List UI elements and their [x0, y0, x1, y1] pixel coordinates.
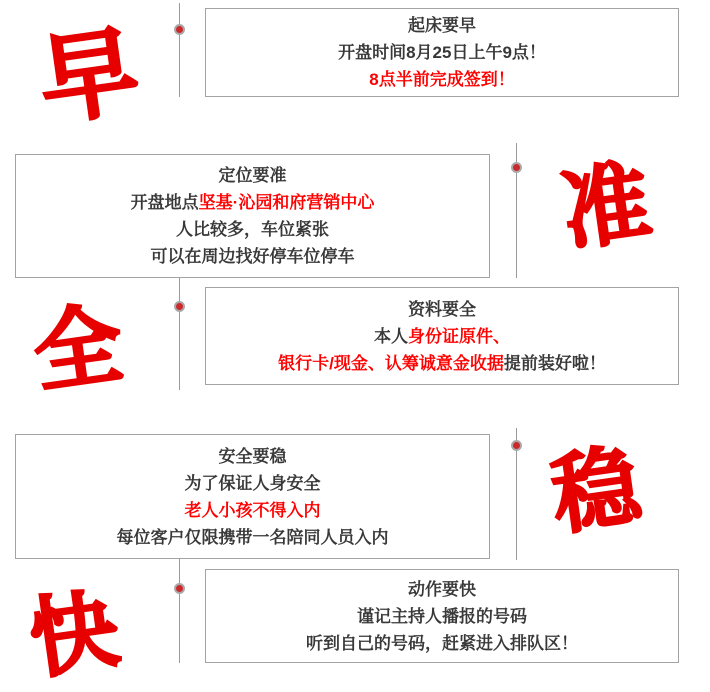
info-box-accurate: [15, 154, 490, 278]
text-segment: 提前装好啦！: [503, 353, 606, 373]
timeline-dot-4: [511, 440, 522, 451]
timeline-dot-2: [511, 162, 522, 173]
text-line: [306, 630, 578, 657]
info-box-early: [205, 8, 679, 97]
calligraphy-char-complete: 全: [27, 290, 129, 406]
text-line: [219, 162, 287, 189]
text-segment: 老人小孩不得入内: [184, 500, 321, 520]
text-line: [374, 323, 510, 350]
text-line: [176, 216, 329, 243]
text-segment: 开盘地点: [130, 193, 199, 212]
text-line: [185, 470, 321, 497]
text-line: [131, 189, 375, 216]
text-segment: 可以在周边找好停车位停车: [150, 247, 355, 266]
text-segment: 人比较多，车位紧张: [176, 220, 329, 239]
text-segment: 本人: [374, 326, 408, 346]
timeline-line-1: [179, 3, 180, 97]
calligraphy-char-fast: 快: [23, 576, 125, 692]
text-segment: 听到自己的号码，赶紧进入排队区！: [306, 633, 578, 653]
info-box-complete: [205, 287, 679, 385]
text-segment: 谨记主持人播报的号码: [357, 606, 527, 626]
text-line: [408, 12, 476, 39]
text-segment: 为了保证人身安全: [184, 473, 321, 493]
text-line: [117, 524, 389, 551]
text-segment: 起床要早: [408, 16, 476, 35]
text-line: [338, 39, 546, 66]
timeline-dot-1: [174, 24, 185, 35]
timeline-dot-5: [174, 583, 185, 594]
text-segment: 开盘时间8月25日上午9点！: [338, 43, 546, 62]
text-line: [369, 66, 514, 93]
text-segment: 每位客户仅限携带一名陪同人员入内: [116, 527, 389, 547]
text-segment: 资料要全: [408, 299, 476, 319]
calligraphy-char-early: 早: [32, 12, 146, 141]
info-box-steady: [15, 434, 490, 559]
text-line: [408, 296, 476, 323]
timeline-line-3: [179, 278, 180, 390]
text-line: [185, 497, 321, 524]
text-segment: 身份证原件、: [408, 326, 510, 346]
text-segment: 银行卡/现金、认筹诚意金收据: [278, 353, 504, 373]
text-segment: 定位要准: [218, 166, 287, 185]
info-box-fast: [205, 569, 679, 663]
text-segment: 安全要稳: [218, 446, 287, 466]
text-line: [278, 350, 606, 377]
timeline-line-5: [179, 558, 180, 663]
timeline-dot-3: [174, 301, 185, 312]
calligraphy-char-accurate: 准: [555, 148, 657, 264]
text-segment: 8点半前完成签到！: [369, 70, 515, 89]
text-line: [151, 243, 355, 270]
text-line: [357, 603, 527, 630]
text-segment: 坚基·沁园和府营销中心: [198, 193, 375, 212]
text-line: [408, 576, 476, 603]
text-segment: 动作要快: [408, 579, 476, 599]
calligraphy-char-steady: 稳: [545, 432, 647, 548]
text-line: [219, 443, 287, 470]
